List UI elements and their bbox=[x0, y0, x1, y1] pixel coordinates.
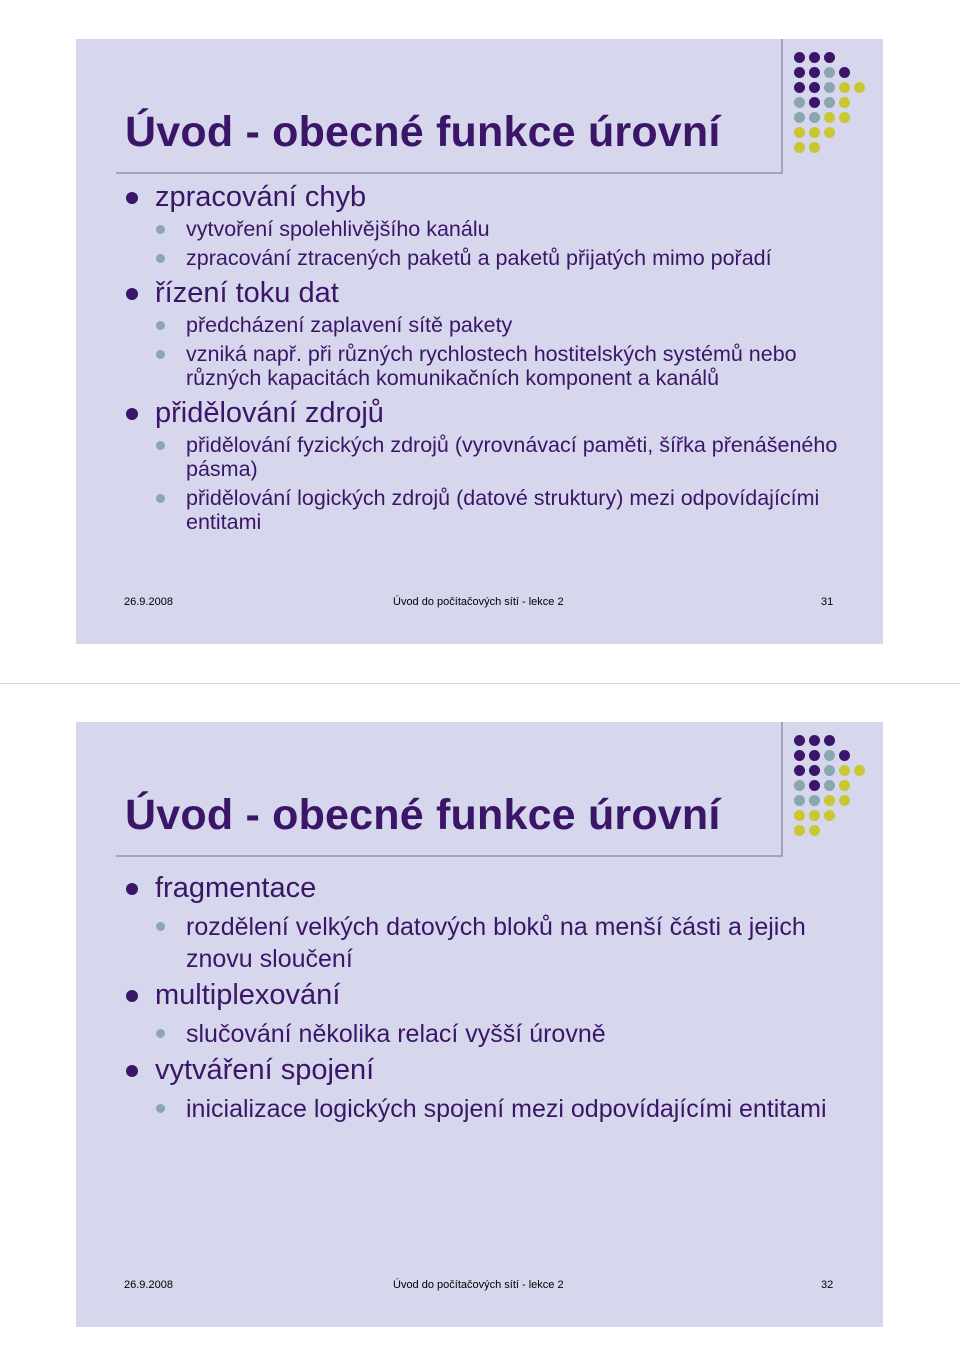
decorative-dot bbox=[824, 52, 835, 63]
decorative-dot bbox=[809, 765, 820, 776]
decorative-dot bbox=[809, 750, 820, 761]
decorative-dot bbox=[809, 67, 820, 78]
sub-bullet-icon bbox=[156, 441, 165, 450]
decorative-dot bbox=[824, 765, 835, 776]
sub-bullet-icon bbox=[156, 1029, 165, 1038]
decorative-dot bbox=[839, 795, 850, 806]
sub-bullet-icon bbox=[156, 1104, 165, 1113]
footer-date: 26.9.2008 bbox=[124, 1279, 173, 1291]
decorative-dot bbox=[794, 735, 805, 746]
decorative-dot bbox=[809, 735, 820, 746]
sub-bullet-item bbox=[124, 433, 844, 481]
decorative-dot bbox=[839, 780, 850, 791]
decorative-dot bbox=[794, 82, 805, 93]
footer-date: 26.9.2008 bbox=[124, 596, 173, 608]
footer-page-number: 31 bbox=[821, 596, 834, 608]
bullet-text: přidělování zdrojů bbox=[155, 397, 384, 429]
decorative-dot bbox=[824, 750, 835, 761]
decorative-dot bbox=[809, 127, 820, 138]
sub-bullet-icon bbox=[156, 254, 165, 263]
decorative-dot bbox=[839, 97, 850, 108]
decorative-dot bbox=[794, 142, 805, 153]
sub-bullet-text: slučování několika relací vyšší úrovně bbox=[186, 1020, 606, 1048]
title-divider bbox=[116, 172, 782, 174]
bullet-icon bbox=[126, 1065, 138, 1077]
decorative-dot bbox=[809, 810, 820, 821]
decorative-dot bbox=[794, 750, 805, 761]
decorative-dot bbox=[809, 97, 820, 108]
sub-bullet-icon bbox=[156, 321, 165, 330]
decorative-dot bbox=[854, 765, 865, 776]
decorative-dot bbox=[794, 127, 805, 138]
sub-bullet-item bbox=[124, 1093, 844, 1125]
sub-bullet-text: přidělování fyzických zdrojů (vyrovnávací paměti, šířka přenášeného pásma) bbox=[186, 433, 838, 481]
decorative-dot bbox=[809, 82, 820, 93]
decorative-dot bbox=[809, 780, 820, 791]
bullet-item bbox=[124, 1052, 844, 1088]
bullet-icon bbox=[126, 288, 138, 300]
title-divider bbox=[116, 855, 782, 857]
bullet-icon bbox=[126, 990, 138, 1002]
sub-bullet-item bbox=[124, 911, 844, 975]
decorative-dot bbox=[824, 127, 835, 138]
bullet-text: multiplexování bbox=[155, 979, 341, 1011]
sub-bullet-item bbox=[124, 486, 844, 534]
bullet-icon bbox=[126, 192, 138, 204]
decorative-dot bbox=[809, 142, 820, 153]
decorative-dot bbox=[824, 67, 835, 78]
decorative-dot bbox=[839, 750, 850, 761]
decorative-dot bbox=[794, 67, 805, 78]
decorative-dot bbox=[824, 112, 835, 123]
bullet-text: vytváření spojení bbox=[155, 1054, 375, 1086]
slide-31 bbox=[76, 39, 883, 644]
decorative-dot bbox=[824, 810, 835, 821]
bullet-text: zpracování chyb bbox=[155, 181, 367, 213]
decorative-dot bbox=[824, 97, 835, 108]
sub-bullet-text: přidělování logických zdrojů (datové struktury) mezi odpovídajícími entitami bbox=[186, 486, 820, 534]
sub-bullet-text: předcházení zaplavení sítě pakety bbox=[186, 313, 513, 337]
dot-grid-icon bbox=[794, 735, 874, 845]
page-divider bbox=[0, 683, 960, 684]
decorative-dot bbox=[854, 82, 865, 93]
bullet-text: řízení toku dat bbox=[155, 277, 339, 309]
decorative-dot bbox=[809, 52, 820, 63]
bullet-item bbox=[124, 977, 844, 1013]
slide-title: Úvod - obecné funkce úrovní bbox=[125, 791, 721, 839]
footer-page-number: 32 bbox=[821, 1279, 834, 1291]
bullet-icon bbox=[126, 883, 138, 895]
decorative-dot bbox=[794, 112, 805, 123]
decorative-dot bbox=[809, 795, 820, 806]
bullet-item bbox=[124, 395, 844, 431]
footer-course: Úvod do počítačových sítí - lekce 2 bbox=[393, 1279, 564, 1291]
sub-bullet-text: vzniká např. při různých rychlostech hostitelských systémů nebo různých kapacitách komunikačních komponent a kanálů bbox=[186, 342, 797, 390]
sub-bullet-item bbox=[124, 246, 844, 270]
decorative-dot bbox=[824, 795, 835, 806]
decorative-dot bbox=[839, 112, 850, 123]
bullet-icon bbox=[126, 408, 138, 420]
sub-bullet-text: zpracování ztracených paketů a paketů přijatých mimo pořadí bbox=[186, 246, 772, 270]
sub-bullet-item bbox=[124, 313, 844, 337]
bullet-item bbox=[124, 275, 844, 311]
decorative-dot bbox=[794, 97, 805, 108]
bullet-item bbox=[124, 179, 844, 215]
sub-bullet-text: vytvoření spolehlivějšího kanálu bbox=[186, 217, 490, 241]
sub-bullet-item bbox=[124, 1018, 844, 1050]
slide-title: Úvod - obecné funkce úrovní bbox=[125, 108, 721, 156]
bullet-text: fragmentace bbox=[155, 872, 317, 904]
decorative-dot bbox=[824, 780, 835, 791]
decorative-dot bbox=[809, 112, 820, 123]
decorative-dot bbox=[794, 765, 805, 776]
decorative-dot bbox=[839, 82, 850, 93]
decorative-dot bbox=[794, 52, 805, 63]
sub-bullet-item bbox=[124, 217, 844, 241]
title-divider-vertical bbox=[781, 722, 783, 857]
decorative-dot bbox=[839, 67, 850, 78]
decorative-dot bbox=[794, 810, 805, 821]
bullet-item bbox=[124, 870, 844, 906]
sub-bullet-icon bbox=[156, 350, 165, 359]
decorative-dot bbox=[809, 825, 820, 836]
sub-bullet-icon bbox=[156, 225, 165, 234]
title-divider-vertical bbox=[781, 39, 783, 174]
slide-32 bbox=[76, 722, 883, 1327]
decorative-dot bbox=[794, 825, 805, 836]
sub-bullet-text: rozdělení velkých datových bloků na menší části a jejich znovu sloučení bbox=[186, 913, 806, 973]
decorative-dot bbox=[824, 735, 835, 746]
sub-bullet-text: inicializace logických spojení mezi odpovídajícími entitami bbox=[186, 1095, 827, 1123]
sub-bullet-icon bbox=[156, 494, 165, 503]
decorative-dot bbox=[824, 82, 835, 93]
decorative-dot bbox=[839, 765, 850, 776]
dot-grid-icon bbox=[794, 52, 874, 162]
sub-bullet-icon bbox=[156, 922, 165, 931]
footer-course: Úvod do počítačových sítí - lekce 2 bbox=[393, 596, 564, 608]
sub-bullet-item bbox=[124, 342, 844, 390]
slide-content bbox=[124, 870, 844, 1127]
slide-content bbox=[124, 177, 844, 539]
decorative-dot bbox=[794, 780, 805, 791]
decorative-dot bbox=[794, 795, 805, 806]
